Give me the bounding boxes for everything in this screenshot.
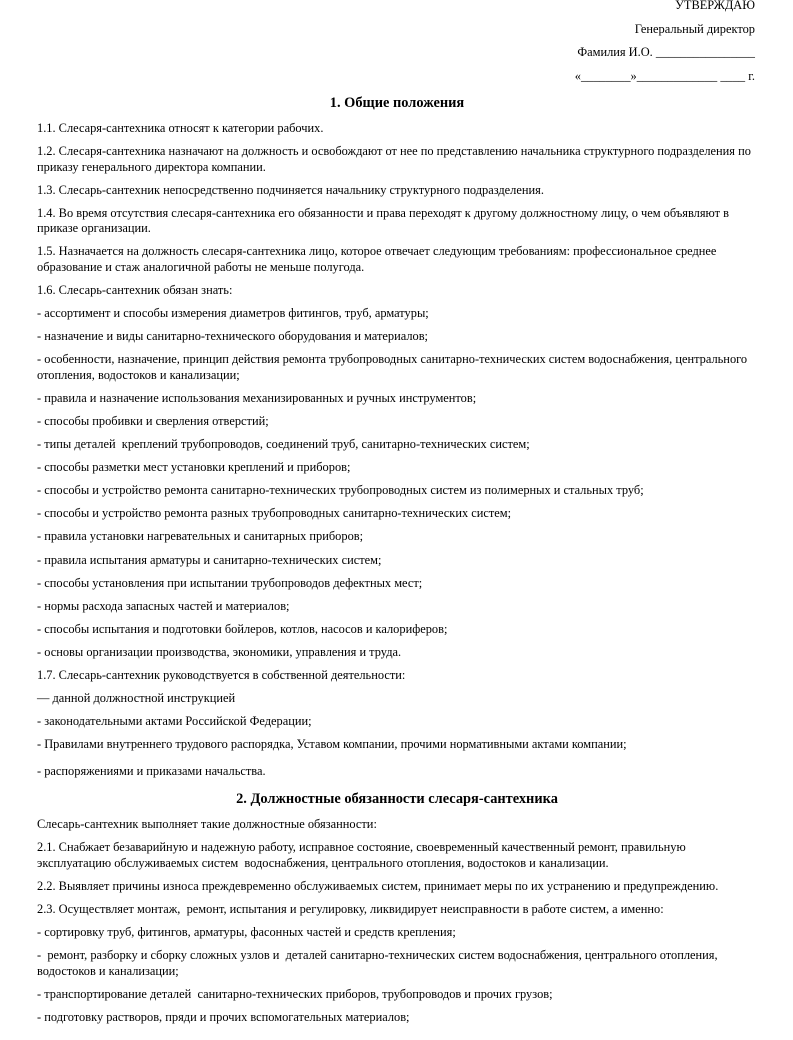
paragraph: 1.7. Слесарь-сантехник руководствуется в собственной деятельности: (37, 667, 406, 682)
paragraph: 1.4. Во время отсутствия слесаря-сантехника его обязанности и права переходят к другому должностному лицу, о чем объявляют в приказе организации. (37, 205, 733, 236)
list-item: - правила испытания арматуры и санитарно-технических систем; (37, 552, 382, 567)
approval-name-line: Фамилия И.О. ________________ (577, 45, 755, 59)
list-item: - ремонт, разборку и сборку сложных узлов и деталей санитарно-технических систем водоснабжения, центрального отопления, водостоков и канализации; (37, 948, 721, 978)
section-1-heading: 1. Общие положения (329, 95, 465, 111)
paragraph: 1.6. Слесарь-сантехник обязан знать: (37, 282, 233, 297)
list-item: - нормы расхода запасных частей и материалов; (37, 598, 290, 613)
list-item: - способы разметки мест установки креплений и приборов; (37, 460, 351, 475)
list-item: - способы испытания и подготовки бойлеров, котлов, насосов и калориферов; (37, 621, 448, 636)
list-item: - распоряжениями и приказами начальства. (37, 763, 266, 778)
approval-title: УТВЕРЖДАЮ (675, 0, 755, 12)
paragraph: 1.2. Слесаря-сантехника назначают на должность и освобождают от нее по представлению начальника структурного подразделения по приказу генерального директора компании. (37, 144, 755, 174)
list-item: - Правилами внутреннего трудового распорядка, Уставом компании, прочими нормативными актами компании; (37, 737, 627, 752)
list-item: - способы установления при испытании трубопроводов дефектных мест; (37, 575, 423, 590)
list-item: - транспортирование деталей санитарно-технических приборов, трубопроводов и прочих грузов; (37, 986, 553, 1001)
list-item: - основы организации производства, экономики, управления и труда. (37, 644, 402, 659)
paragraph: Слесарь-сантехник выполняет такие должностные обязанности: (37, 817, 377, 832)
paragraph: 1.5. Назначается на должность слесаря-сантехника лицо, которое отвечает следующим требованиям: профессиональное среднее образование и стаж аналогичной работы не меньше полугода. (37, 244, 720, 274)
section-2-heading: 2. Должностные обязанности слесаря-сантехника (236, 791, 558, 808)
list-item: - правила и назначение использования механизированных и ручных инструментов; (37, 390, 477, 405)
document-body (37, 93, 757, 1033)
paragraph: 2.1. Снабжает безаварийную и надежную работу, исправное состояние, своевременный качественный ремонт, правильную эксплуатацию обслуживаемых систем водоснабжения, центрального отопления, водостоков и канализации. (37, 840, 689, 870)
list-item: — данной должностной инструкцией (37, 691, 236, 706)
list-item: - типы деталей креплений трубопроводов, соединений труб, санитарно-технических систем; (37, 437, 530, 452)
list-item: - ассортимент и способы измерения диаметров фитингов, труб, арматуры; (37, 306, 429, 321)
paragraph: 2.2. Выявляет причины износа преждевременно обслуживаемых систем, принимает меры по их устранению и предупреждению. (37, 878, 719, 893)
list-item: - законодательными актами Российской Федерации; (37, 714, 312, 729)
list-item: - правила установки нагревательных и санитарных приборов; (37, 529, 364, 544)
list-item: - назначение и виды санитарно-технического оборудования и материалов; (37, 329, 429, 344)
paragraph: 2.3. Осуществляет монтаж, ремонт, испытания и регулировку, ликвидирует неисправности в работе систем, а именно: (37, 902, 664, 917)
list-item: - способы и устройство ремонта санитарно-технических трубопроводных систем из полимерных и стальных труб; (37, 483, 644, 498)
list-item: - способы пробивки и сверления отверстий; (37, 413, 269, 428)
list-item: - особенности, назначение, принцип действия ремонта трубопроводных санитарно-технических систем водоснабжения, центрального отопления, водостоков и канализации; (37, 352, 751, 382)
paragraph: 1.1. Слесаря-сантехника относят к категории рабочих. (37, 121, 324, 135)
list-item: - подготовку растворов, пряди и прочих вспомогательных материалов; (37, 1009, 410, 1024)
approval-block (575, 0, 755, 88)
approval-position: Генеральный директор (634, 21, 755, 36)
list-item: - способы и устройство ремонта разных трубопроводных санитарно-технических систем; (37, 506, 512, 521)
approval-date-line: «________»_____________ ____ г. (574, 68, 755, 83)
list-item: - сортировку труб, фитингов, арматуры, фасонных частей и средств крепления; (37, 925, 456, 940)
paragraph: 1.3. Слесарь-сантехник непосредственно подчиняется начальнику структурного подразделения. (37, 182, 544, 197)
